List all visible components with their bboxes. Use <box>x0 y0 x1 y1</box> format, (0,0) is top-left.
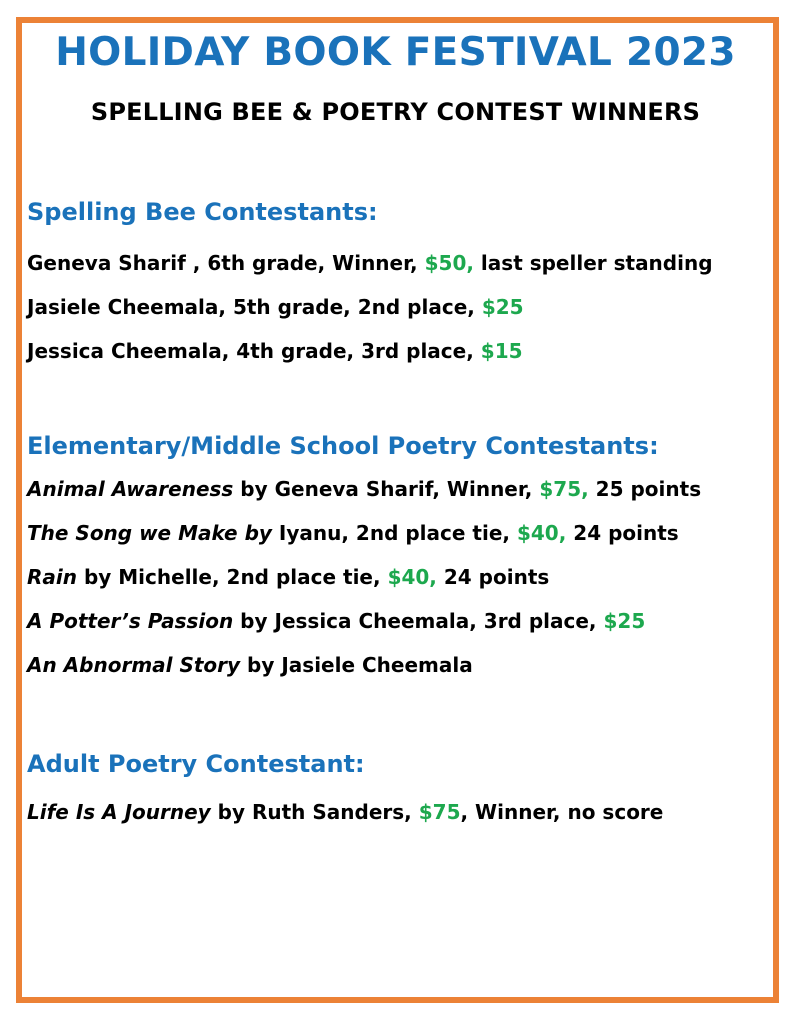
school-poetry-entry: The Song we Make by Iyanu, 2nd place tie, $40, 24 points <box>27 521 679 545</box>
spelling-bee-heading: Spelling Bee Contestants: <box>27 198 378 226</box>
page-subtitle: SPELLING BEE & POETRY CONTEST WINNERS <box>90 98 701 126</box>
spelling-bee-entry: Jessica Cheemala, 4th grade, 3rd place, $15 <box>27 339 523 363</box>
poem-title: An Abnormal Story <box>27 653 241 677</box>
school-poetry-entry: An Abnormal Story by Jasiele Cheemala <box>27 653 473 677</box>
spelling-bee-entry: Geneva Sharif , 6th grade, Winner, $50, last speller standing <box>27 251 713 275</box>
poem-title: Rain <box>27 565 77 589</box>
school-poetry-entry: A Potter’s Passion by Jessica Cheemala, 3rd place, $25 <box>27 609 646 633</box>
prize-amount: $25 <box>481 295 524 319</box>
school-poetry-entry: Animal Awareness by Geneva Sharif, Winner, $75, 25 points <box>27 477 702 501</box>
poem-title: Life Is A Journey <box>27 800 211 824</box>
prize-amount: $15 <box>480 339 523 363</box>
page-border <box>16 17 779 1003</box>
adult-poetry-heading: Adult Poetry Contestant: <box>27 750 365 778</box>
prize-amount: $75, <box>539 477 589 501</box>
school-poetry-heading: Elementary/Middle School Poetry Contestants: <box>27 432 659 460</box>
prize-amount: $40, <box>516 521 567 545</box>
adult-poetry-entry: Life Is A Journey by Ruth Sanders, $75, Winner, no score <box>27 800 664 824</box>
poem-title: The Song we Make by <box>27 521 279 545</box>
prize-amount: $75 <box>418 800 461 824</box>
prize-amount: $50, <box>424 251 474 275</box>
poem-title: A Potter’s Passion <box>27 609 234 633</box>
prize-amount: $40, <box>387 565 437 589</box>
spelling-bee-entry: Jasiele Cheemala, 5th grade, 2nd place, $25 <box>27 295 524 319</box>
page-title: HOLIDAY BOOK FESTIVAL 2023 <box>55 30 736 75</box>
school-poetry-entry: Rain by Michelle, 2nd place tie, $40, 24 points <box>27 565 550 589</box>
poem-title: Animal Awareness <box>27 477 234 501</box>
prize-amount: $25 <box>603 609 646 633</box>
